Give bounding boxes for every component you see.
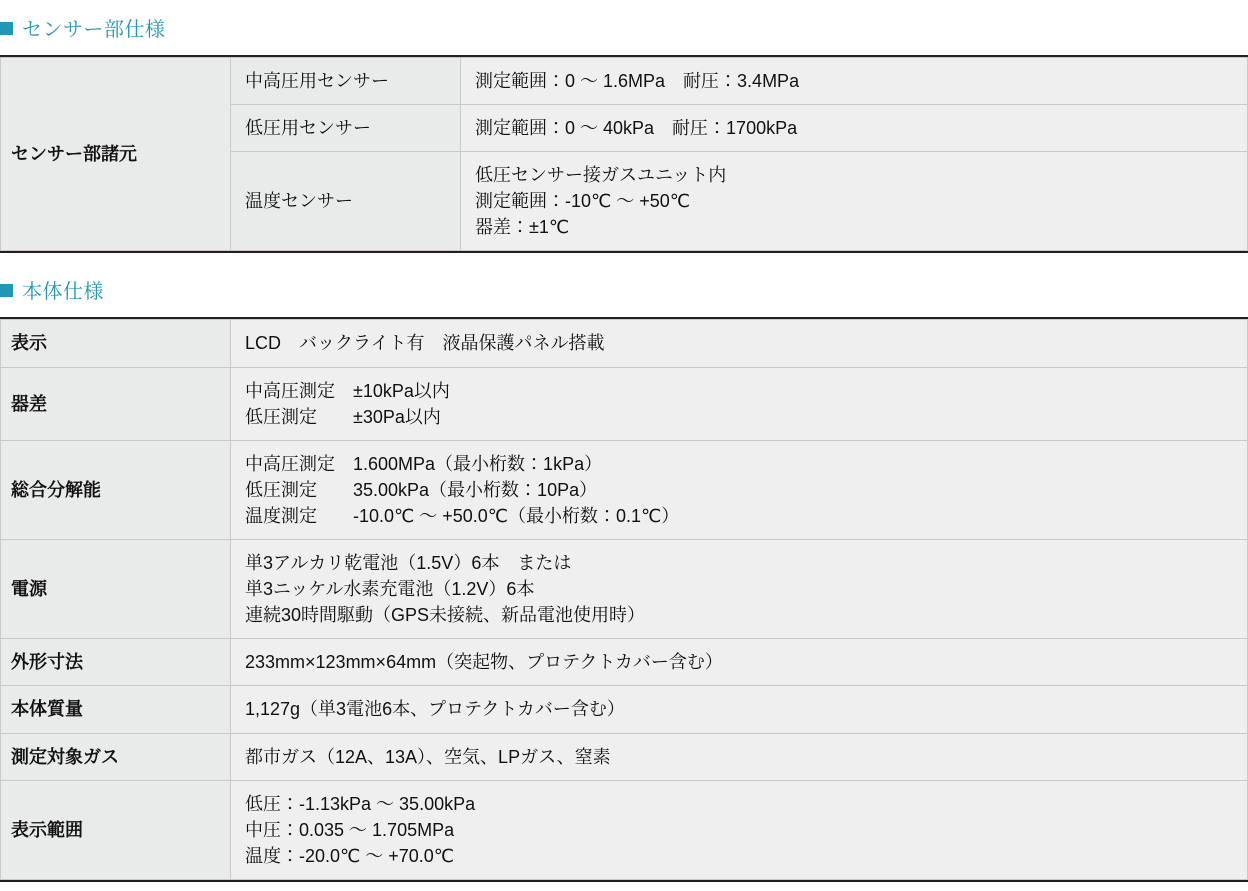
spacer-heading-sensor (0, 42, 1248, 55)
table-row (1, 58, 1248, 105)
table-row (1, 733, 1248, 780)
row-label-accuracy: 器差 (1, 367, 231, 440)
row-value-weight (231, 686, 1248, 733)
value-line: 中圧：0.035 〜 1.705MPa (245, 819, 455, 840)
row-label-weight: 本体質量 (1, 686, 231, 733)
row-value-target-gas (231, 733, 1248, 780)
row-value-power-supply (231, 540, 1248, 639)
row-value-resolution (231, 440, 1248, 539)
body-spec-table-wrap (0, 317, 1248, 881)
row-label-sensor-specs: センサー部諸元 (1, 58, 231, 251)
row-value-mid-high-pressure-sensor (461, 58, 1248, 105)
row-label-resolution: 総合分解能 (1, 440, 231, 539)
value-line: 中高圧測定 1.600MPa（最小桁数：1kPa） (245, 453, 603, 474)
value-line: LCD バックライト有 液晶保護パネル搭載 (245, 333, 605, 354)
row-label-power-supply: 電源 (1, 540, 231, 639)
value-line: 温度：-20.0℃ 〜 +70.0℃ (245, 845, 455, 866)
row-value-dimensions (231, 639, 1248, 686)
value-line: 都市ガス（12A、13A）、空気、LPガス、窒素 (245, 746, 611, 767)
table-row (1, 440, 1248, 539)
row-value-display-range (231, 780, 1248, 879)
value-line: 低圧測定 ±30Pa以内 (245, 406, 441, 427)
value-line: 低圧測定 35.00kPa（最小桁数：10Pa） (245, 479, 598, 500)
square-marker-icon (0, 284, 13, 297)
value-line: 単3ニッケル水素充電池（1.2V）6本 (245, 579, 535, 600)
row-value-accuracy (231, 367, 1248, 440)
sensor-spec-table (0, 57, 1248, 251)
row-sub-temperature-sensor: 温度センサー (231, 152, 461, 251)
value-line: 測定範囲：0 〜 40kPa 耐圧：1700kPa (475, 118, 798, 139)
table-row (1, 780, 1248, 879)
value-line: 低圧センサー接ガスユニット内 (475, 165, 727, 186)
section-heading-body-label: 本体仕様 (22, 281, 104, 304)
value-line: 器差：±1℃ (475, 217, 570, 238)
value-line: 1,127g（単3電池6本、プロテクトカバー含む） (245, 699, 625, 720)
value-line: 中高圧測定 ±10kPa以内 (245, 380, 450, 401)
value-line: 測定範囲：-10℃ 〜 +50℃ (475, 191, 690, 212)
section-heading-sensor (0, 13, 1248, 42)
row-sub-mid-high-pressure-sensor: 中高圧用センサー (231, 58, 461, 105)
row-label-display: 表示 (1, 320, 231, 367)
spacer-top (0, 0, 1248, 13)
table-row (1, 540, 1248, 639)
row-label-dimensions: 外形寸法 (1, 639, 231, 686)
square-marker-icon (0, 22, 13, 35)
value-line: 連続30時間駆動（GPS未接続、新品電池使用時） (245, 605, 646, 626)
row-value-temperature-sensor (461, 152, 1248, 251)
spacer-between-sections (0, 253, 1248, 275)
row-label-display-range: 表示範囲 (1, 780, 231, 879)
value-line: 233mm×123mm×64mm（突起物、プロテクトカバー含む） (245, 652, 723, 673)
value-line: 測定範囲：0 〜 1.6MPa 耐圧：3.4MPa (475, 71, 800, 91)
row-value-low-pressure-sensor (461, 105, 1248, 152)
table-row (1, 639, 1248, 686)
value-line: 温度測定 -10.0℃ 〜 +50.0℃（最小桁数：0.1℃） (245, 505, 680, 526)
section-heading-body (0, 275, 1248, 304)
value-line: 低圧：-1.13kPa 〜 35.00kPa (245, 793, 476, 814)
row-label-target-gas: 測定対象ガス (1, 733, 231, 780)
sensor-spec-table-wrap (0, 55, 1248, 253)
section-heading-sensor-label: センサー部仕様 (22, 19, 166, 41)
spacer-heading-body (0, 304, 1248, 317)
row-value-display (231, 320, 1248, 367)
table-row (1, 686, 1248, 733)
value-line: 単3アルカリ乾電池（1.5V）6本 または (245, 553, 572, 574)
table-row (1, 367, 1248, 440)
table-row (1, 320, 1248, 367)
body-spec-table (0, 319, 1248, 879)
row-sub-low-pressure-sensor: 低圧用センサー (231, 105, 461, 152)
